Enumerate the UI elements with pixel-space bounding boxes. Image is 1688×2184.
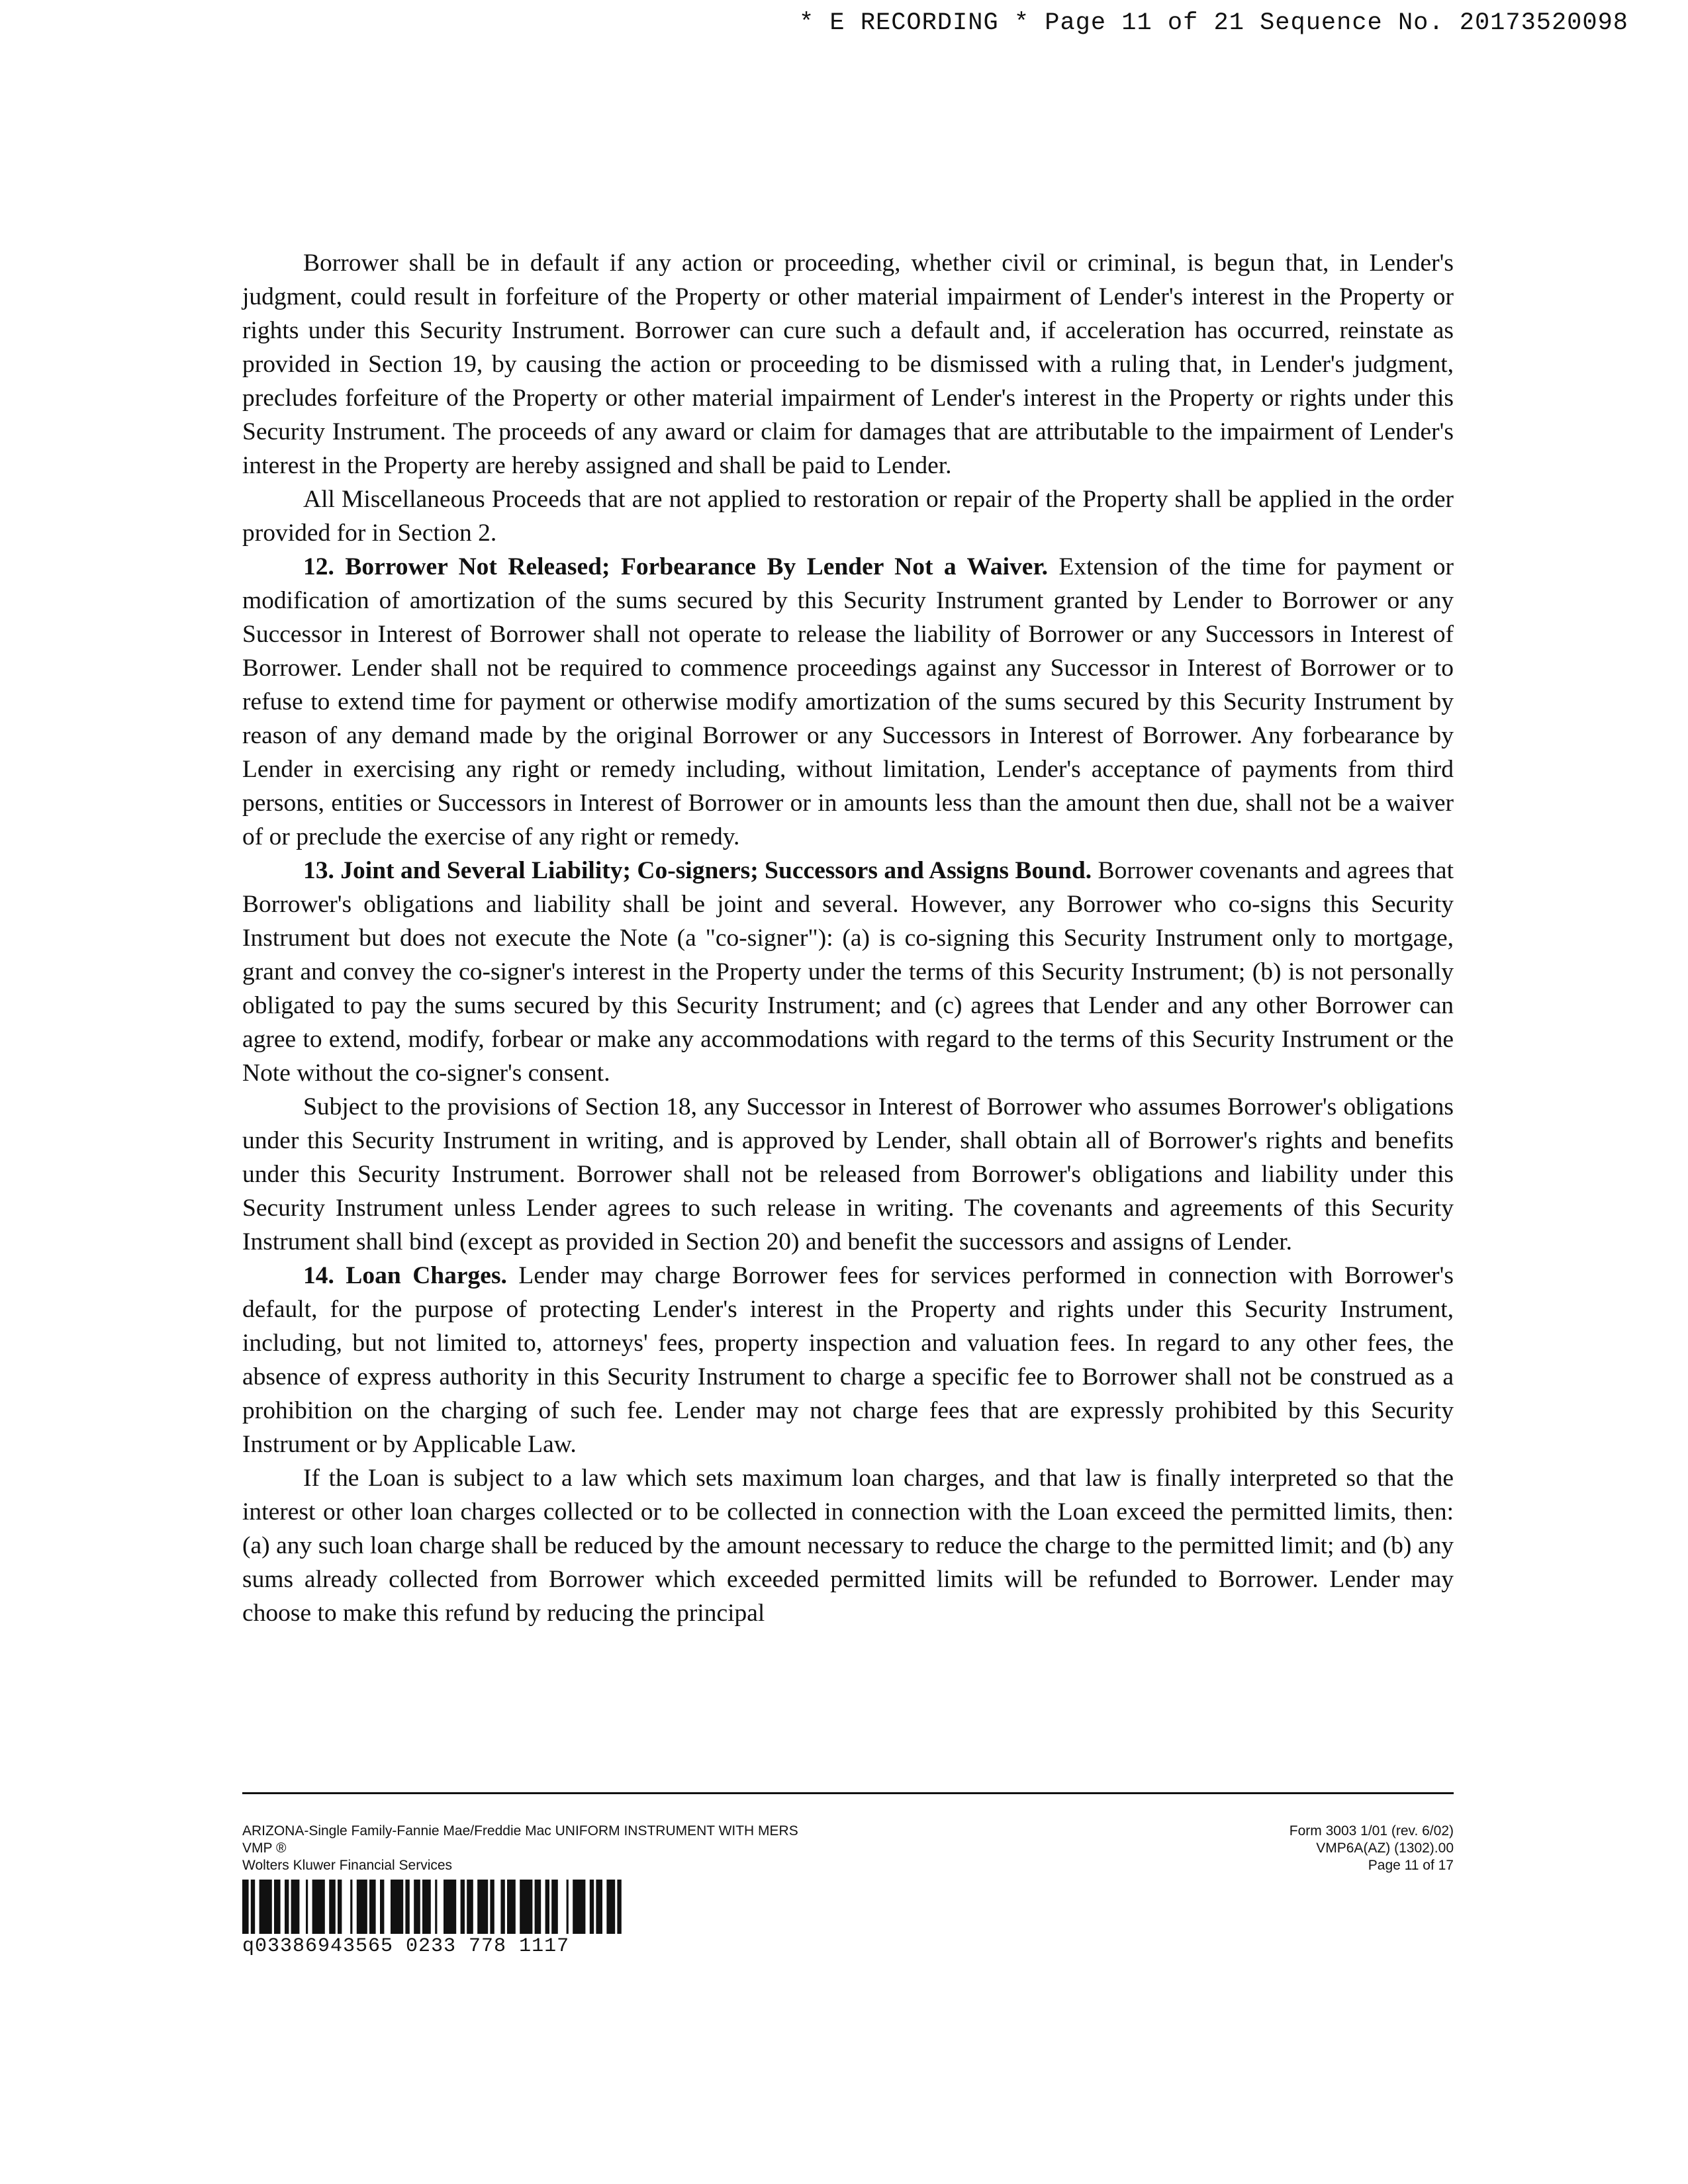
paragraph-misc-proceeds: All Miscellaneous Proceeds that are not applied to restoration or repair of the Property shall be applied in the order provided for in Section 2. — [242, 486, 1454, 547]
document-body — [242, 246, 1454, 1630]
section-13-heading: 13. Joint and Several Liability; Co-signers; Successors and Assigns Bound. — [303, 857, 1092, 884]
section-14 — [242, 1259, 1454, 1461]
form-code: VMP6A(AZ) (1302).00 — [1316, 1841, 1454, 1856]
section-12 — [242, 550, 1454, 854]
footer-page-number: Page 11 of 17 — [1368, 1858, 1454, 1873]
section-12-heading: 12. Borrower Not Released; Forbearance By Lender Not a Waiver. — [303, 553, 1049, 580]
section-12-text: Extension of the time for payment or modification of amortization of the sums secured by this Security Instrument granted by Lender to Borrower or any Successor in Interest of Borrower shall not operate to release the liability of Borrower or any Successors in Interest of Borrower. Lender shall not be required to commence proceedings against any Successor in Interest of Borrower or to refuse to extend time for payment or otherwise modify amortization of the sums secured by this Security Instrument by reason of any demand made by the original Borrower or any Successors in Interest of Borrower. Any forbearance by Lender in exercising any right or remedy including, without limitation, Lender's acceptance of payments from third persons, entities or Successors in Interest of Borrower or in amounts less than the amount then due, shall not be a waiver of or preclude the exercise of any right or remedy. — [242, 553, 1454, 850]
barcode-number: q03386943565 0233 778 1117 — [242, 1935, 570, 1958]
footer-left — [242, 1823, 798, 1874]
barcode — [242, 1880, 714, 1934]
form-title: ARIZONA-Single Family-Fannie Mae/Freddie Mac UNIFORM INSTRUMENT WITH MERS — [242, 1823, 798, 1839]
section-13 — [242, 854, 1454, 1090]
footer-right — [1289, 1823, 1454, 1874]
section-14-heading: 14. Loan Charges. — [303, 1262, 507, 1289]
paragraph-loan-limits: If the Loan is subject to a law which sets maximum loan charges, and that law is finally interpreted so that the interest or other loan charges collected or to be collected in connection with the Loan exceed the permitted limits, then: (a) any such loan charge shall be reduced by the amount necessary to reduce the charge to the permitted limit; and (b) any sums already collected from Borrower which exceeded permitted limits will be refunded to Borrower. Lender may choose to make this refund by reducing the principal — [242, 1465, 1454, 1627]
paragraph-default: Borrower shall be in default if any action or proceeding, whether civil or criminal, is begun that, in Lender's judgment, could result in forfeiture of the Property or other material impairment of Lender's interest in the Property or rights under this Security Instrument. Borrower can cure such a default and, if acceleration has occurred, reinstate as provided in Section 19, by causing the action or proceeding to be dismissed with a ruling that, in Lender's judgment, precludes forfeiture of the Property or other material impairment of Lender's interest in the Property or rights under this Security Instrument. The proceeds of any award or claim for damages that are attributable to the impairment of Lender's interest in the Property are hereby assigned and shall be paid to Lender. — [242, 250, 1454, 479]
form-number: Form 3003 1/01 (rev. 6/02) — [1289, 1823, 1454, 1839]
section-13-text: Borrower covenants and agrees that Borrower's obligations and liability shall be joint and several. However, any Borrower who co-signs this Security Instrument but does not execute the Note (a "co-signer"): (a) is co-signing this Security Instrument only to mortgage, grant and convey the co-signer's interest in the Property under the terms of this Security Instrument; (b) is not personally obligated to pay the sums secured by this Security Instrument; and (c) agrees that Lender and any other Borrower can agree to extend, modify, forbear or make any accommodations with regard to the terms of this Security Instrument or the Note without the co-signer's consent. — [242, 857, 1454, 1087]
recording-header: * E RECORDING * Page 11 of 21 Sequence No. 20173520098 — [799, 9, 1628, 37]
footer-divider — [242, 1792, 1454, 1794]
vmp-mark: VMP ® — [242, 1841, 287, 1856]
section-14-text: Lender may charge Borrower fees for services performed in connection with Borrower's default, for the purpose of protecting Lender's interest in the Property and rights under this Security Instrument, including, but not limited to, attorneys' fees, property inspection and valuation fees. In regard to any other fees, the absence of express authority in this Security Instrument to charge a specific fee to Borrower shall not be construed as a prohibition on the charging of such fee. Lender may not charge fees that are expressly prohibited by this Security Instrument or by Applicable Law. — [242, 1262, 1454, 1458]
publisher: Wolters Kluwer Financial Services — [242, 1858, 453, 1873]
paragraph-successors: Subject to the provisions of Section 18, any Successor in Interest of Borrower who assumes Borrower's obligations under this Security Instrument in writing, and is approved by Lender, shall obtain all of Borrower's rights and benefits under this Security Instrument. Borrower shall not be released from Borrower's obligations and liability under this Security Instrument unless Lender agrees to such release in writing. The covenants and agreements of this Security Instrument shall bind (except as provided in Section 20) and benefit the successors and assigns of Lender. — [242, 1093, 1454, 1255]
